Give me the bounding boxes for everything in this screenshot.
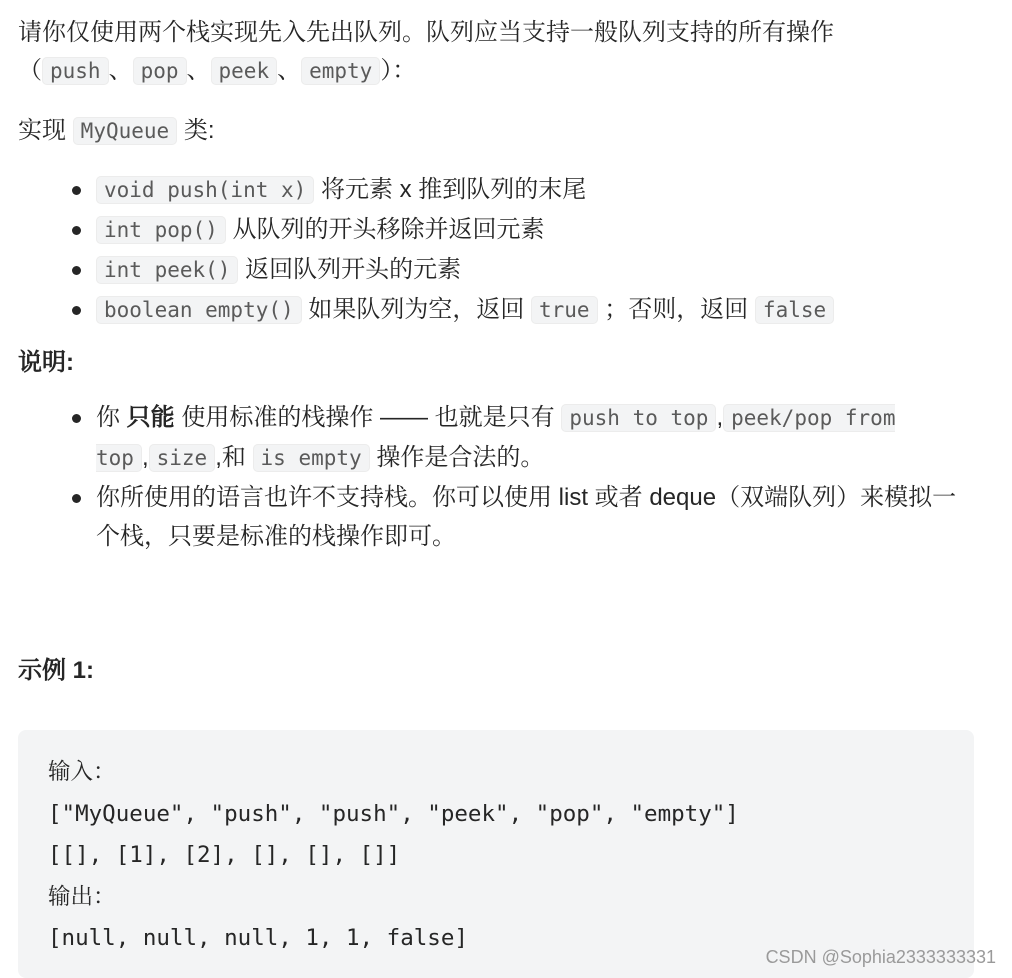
ops-line xyxy=(18,57,416,84)
note-text: 使用标准的栈操作 —— 也就是只有 xyxy=(181,404,555,431)
op-separator: 、 xyxy=(108,57,133,84)
method-desc: 将元素 x 推到队列的末尾 xyxy=(320,176,587,203)
op-separator: 、 xyxy=(277,57,302,84)
list-item xyxy=(96,478,974,556)
example-code-block xyxy=(18,730,974,978)
method-signature: int peek() xyxy=(96,256,238,284)
note-code: peek/pop from top xyxy=(96,406,896,470)
class-name-code: MyQueue xyxy=(73,117,178,145)
true-code: true xyxy=(531,296,598,324)
implement-prefix: 实现 xyxy=(18,117,66,144)
output-label: 输出： xyxy=(48,883,116,910)
op-code-pop: pop xyxy=(133,57,187,85)
notes-list xyxy=(18,398,974,556)
implement-suffix: 类: xyxy=(183,117,215,144)
implement-paragraph xyxy=(18,112,974,150)
false-code: false xyxy=(755,296,834,324)
note-code: size xyxy=(149,444,216,472)
note-text: 你 xyxy=(96,404,120,431)
note-sep: ,和 xyxy=(215,444,246,471)
example-heading: 示例 1: xyxy=(18,657,95,684)
list-item xyxy=(96,250,974,290)
note-code: is empty xyxy=(253,444,370,472)
note-bold: 只能 xyxy=(126,404,175,431)
note-text: 你所使用的语言也许不支持栈。你可以使用 list 或者 deque（双端队列）来模拟一个栈，只要是标准的栈操作即可。 xyxy=(96,484,957,550)
op-code-empty: empty xyxy=(301,57,380,85)
method-desc: 如果队列为空，返回 xyxy=(308,296,525,323)
example-content xyxy=(48,752,739,960)
output-line-1: [null, null, null, 1, 1, false] xyxy=(48,925,468,951)
list-item xyxy=(96,398,974,478)
note-sep: , xyxy=(141,444,149,471)
intro-text: 请你仅使用两个栈实现先入先出队列。队列应当支持一般队列支持的所有操作 xyxy=(18,19,834,46)
note-sep: , xyxy=(716,404,724,431)
method-list xyxy=(18,170,974,330)
list-item xyxy=(96,210,974,250)
open-paren: （ xyxy=(18,57,42,84)
method-desc: 从队列的开头移除并返回元素 xyxy=(232,216,545,243)
close-paren: ）： xyxy=(380,57,417,84)
watermark: CSDN @Sophia2333333331 xyxy=(765,947,996,967)
input-label: 输入： xyxy=(48,759,116,785)
method-signature: void push(int x) xyxy=(96,176,314,204)
method-desc: 返回队列开头的元素 xyxy=(245,256,462,283)
list-item xyxy=(96,290,974,330)
op-code-peek: peek xyxy=(211,57,278,85)
op-code-push: push xyxy=(42,57,109,85)
method-signature: boolean empty() xyxy=(96,296,302,324)
notes-heading: 说明: xyxy=(18,349,74,376)
problem-description xyxy=(18,14,974,690)
method-signature: int pop() xyxy=(96,216,226,244)
intro-paragraph xyxy=(18,14,974,90)
method-desc-2: ；否则，返回 xyxy=(604,296,749,323)
input-line-1: ["MyQueue", "push", "push", "peek", "pop", "empty"] xyxy=(48,800,739,827)
list-item xyxy=(96,170,974,210)
note-text: 操作是合法的。 xyxy=(376,444,545,471)
input-line-2: [[], [1], [2], [], [], []] xyxy=(48,842,401,868)
note-code: push to top xyxy=(561,404,716,432)
op-separator: 、 xyxy=(186,57,211,84)
